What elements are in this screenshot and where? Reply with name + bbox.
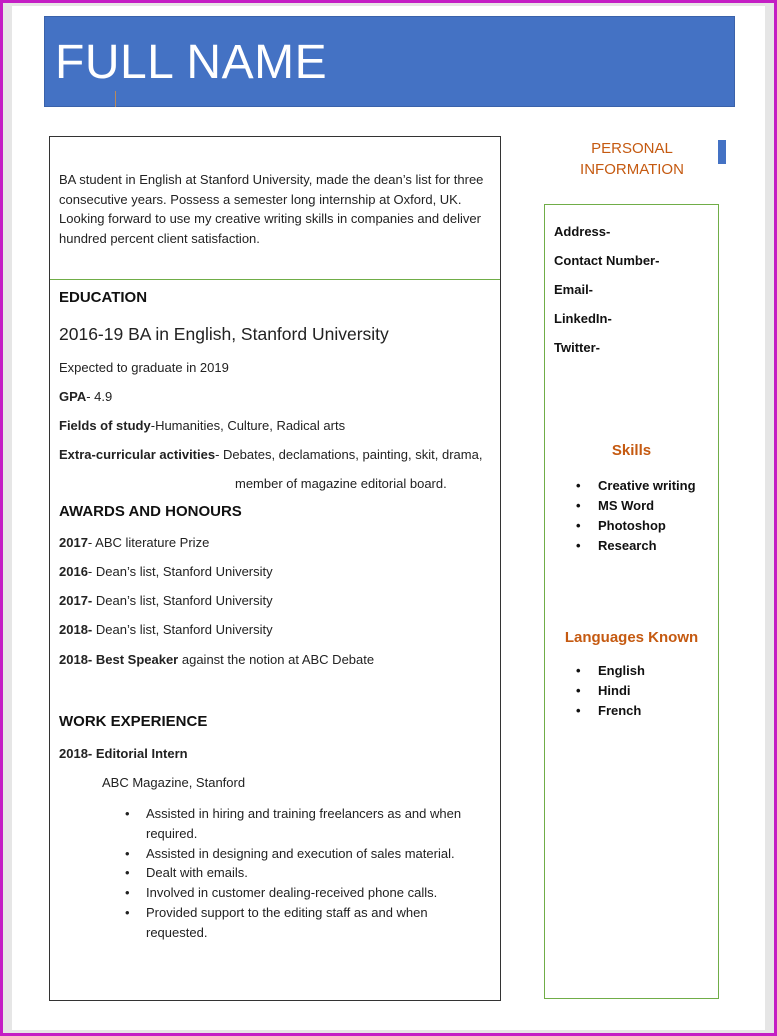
bullet-icon: • [576, 683, 581, 698]
job-role [59, 746, 188, 761]
full-name-heading[interactable]: FULL NAME [55, 36, 328, 89]
bullet-icon: • [576, 663, 581, 678]
bullet-icon: • [125, 806, 130, 821]
award-year: 2016 [59, 564, 88, 579]
gpa-value: - 4.9 [86, 389, 113, 404]
fields-of-study-label: Fields of study [59, 418, 151, 433]
list-item [576, 661, 645, 681]
accent-tab [718, 140, 726, 164]
job-company: ABC Magazine, Stanford [102, 775, 246, 790]
list-item [576, 476, 696, 496]
award-text: - ABC literature Prize [87, 535, 210, 550]
list-item [125, 903, 486, 943]
education-heading: EDUCATION [59, 289, 148, 306]
skill-text: Research [598, 538, 657, 553]
award-text: against the notion at ABC Debate [178, 652, 375, 667]
bullet-icon: • [125, 865, 130, 881]
profile-summary[interactable]: BA student in English at Stanford University, made the dean’s list for three consecutive years. Possess a semester long internship at Oxford, UK. Looking forward to use my creative writing skills in companies and deliver hundred percent client satisfaction. [59, 172, 484, 246]
bullet-icon: • [576, 498, 581, 513]
award-text: Dean’s list, Stanford University [92, 593, 273, 608]
list-item [576, 681, 645, 701]
bullet-icon: • [125, 845, 130, 861]
fields-of-study-line [59, 418, 345, 433]
language-text: Hindi [598, 683, 631, 698]
bullet-icon: • [125, 885, 130, 901]
award-item [59, 564, 273, 579]
job-duties-list [125, 804, 486, 943]
languages-list [576, 661, 645, 721]
personal-heading-line1: PERSONAL [591, 140, 673, 157]
duty-text: Assisted in hiring and training freelancers as and when required. [146, 806, 462, 841]
list-item [576, 496, 696, 516]
job-role-text: 2018- Editorial Intern [59, 746, 188, 761]
contact-email: Email- [554, 282, 594, 297]
work-experience-heading: WORK EXPERIENCE [59, 713, 208, 730]
language-text: French [598, 703, 642, 718]
list-item [125, 883, 486, 903]
duty-text: Involved in customer dealing-received phone calls. [146, 885, 438, 901]
award-item [59, 622, 273, 637]
bullet-icon: • [576, 518, 581, 533]
sidebar-box [544, 204, 719, 999]
gpa-label: GPA [59, 389, 87, 404]
contact-twitter: Twitter- [554, 340, 600, 355]
main-content-box [49, 136, 501, 1001]
bullet-icon: • [576, 478, 581, 493]
personal-information-heading [552, 138, 712, 180]
bullet-icon: • [576, 538, 581, 553]
extracurricular-value: - Debates, declamations, painting, skit, drama, [215, 447, 483, 462]
contact-phone: Contact Number- [554, 253, 660, 268]
extracurricular-line [59, 447, 482, 462]
award-item [59, 593, 273, 608]
award-year: 2017- [59, 593, 93, 608]
graduation-line: Expected to graduate in 2019 [59, 360, 229, 375]
list-item [125, 804, 486, 844]
skill-text: Photoshop [598, 518, 666, 533]
languages-heading: Languages Known [564, 629, 699, 646]
extracurricular-continuation: member of magazine editorial board. [235, 476, 447, 491]
text-cursor-marker [115, 91, 116, 107]
award-item [59, 652, 374, 667]
duty-text: Provided support to the editing staff as and when requested. [146, 904, 428, 940]
list-item [576, 516, 696, 536]
personal-heading-line2: INFORMATION [580, 161, 684, 178]
summary-divider [50, 279, 500, 280]
bullet-icon: • [576, 703, 581, 718]
list-item [125, 844, 486, 864]
bullet-icon: • [125, 904, 130, 920]
duty-text: Dealt with emails. [146, 865, 248, 881]
contact-address: Address- [554, 224, 611, 239]
skills-list [576, 476, 696, 556]
resume-page [12, 6, 765, 1030]
award-text: Dean’s list, Stanford University [92, 622, 273, 637]
list-item [576, 701, 645, 721]
skills-heading: Skills [611, 442, 652, 459]
skill-text: MS Word [598, 498, 655, 513]
degree-line: 2016-19 BA in English, Stanford University [59, 324, 389, 344]
language-text: English [598, 663, 645, 678]
gpa-line [59, 389, 112, 404]
extracurricular-label: Extra-curricular activities [59, 447, 216, 462]
award-text: - Dean’s list, Stanford University [87, 564, 273, 579]
award-year: 2017 [59, 535, 88, 550]
contact-linkedin: LinkedIn- [554, 311, 612, 326]
award-year: 2018- [59, 622, 93, 637]
duty-text: Assisted in designing and execution of sales material. [146, 845, 455, 861]
fields-of-study-value: -Humanities, Culture, Radical arts [150, 418, 346, 433]
skill-text: Creative writing [598, 478, 696, 493]
award-item [59, 535, 209, 550]
list-item [576, 536, 696, 556]
award-year: 2018- Best Speaker [59, 652, 179, 667]
name-header-band [44, 16, 735, 107]
awards-heading: AWARDS AND HONOURS [59, 503, 242, 520]
list-item [125, 863, 486, 883]
